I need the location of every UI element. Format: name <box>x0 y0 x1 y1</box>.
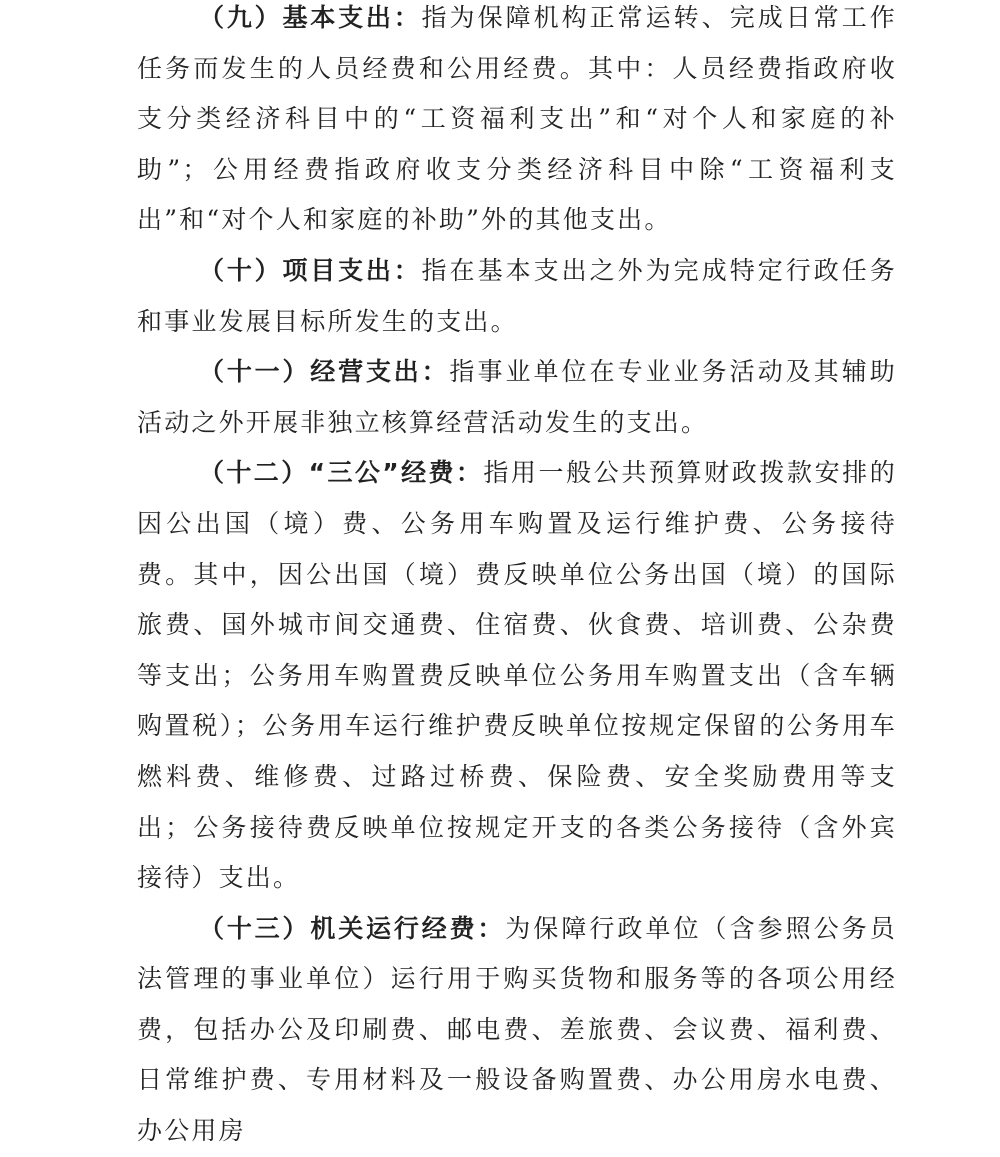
paragraph-basic-expenditure <box>137 0 897 246</box>
term-definition: 指事业单位在专业业务活动及其辅助活动之外开展非独立核算经营活动发生的支出。 <box>137 357 897 437</box>
term-heading: （十三）机关运行经费： <box>199 913 506 943</box>
paragraph-project-expenditure <box>137 246 897 347</box>
paragraph-agency-operating-costs <box>137 904 897 1157</box>
term-definition: 指为保障机构正常运转、完成日常工作任务而发生的人员经费和公用经费。其中：人员经费指政府收支分类经济科目中的“工资福利支出”和“对个人和家庭的补助”；公用经费指政府收支分类经济科目中除“工资福利支出”和“对个人和家庭的补助”外的其他支出。 <box>137 3 897 235</box>
term-heading: （九）基本支出： <box>199 3 422 32</box>
term-definition: 指用一般公共预算财政拨款安排的因公出国（境）费、公务用车购置及运行维护费、公务接待费。其中，因公出国（境）费反映单位公务出国（境）的国际旅费、国外城市间交通费、住宿费、伙食费、培训费、公杂费等支出；公务用车购置费反映单位公务用车购置支出（含车辆购置税）；公务用车运行维护费反映单位按规定保留的公务用车燃料费、维修费、过路过桥费、保险费、安全奖励费用等支出；公务接待费反映单位按规定开支的各类公务接待（含外宾接待）支出。 <box>137 458 897 893</box>
term-heading: （十二）“三公”经费： <box>199 458 484 488</box>
term-heading: （十一）经营支出： <box>199 357 450 387</box>
paragraph-three-public-expenses <box>137 448 897 903</box>
term-heading: （十）项目支出： <box>199 255 422 285</box>
term-definition: 为保障行政单位（含参照公务员法管理的事业单位）运行用于购买货物和服务等的各项公用经费，包括办公及印刷费、邮电费、差旅费、会议费、福利费、日常维护费、专用材料及一般设备购置费、办公用房水电费、办公用房 <box>137 913 897 1146</box>
document-body <box>137 0 897 1157</box>
paragraph-operating-expenditure <box>137 347 897 448</box>
term-definition: 指在基本支出之外为完成特定行政任务和事业发展目标所发生的支出。 <box>137 255 897 336</box>
